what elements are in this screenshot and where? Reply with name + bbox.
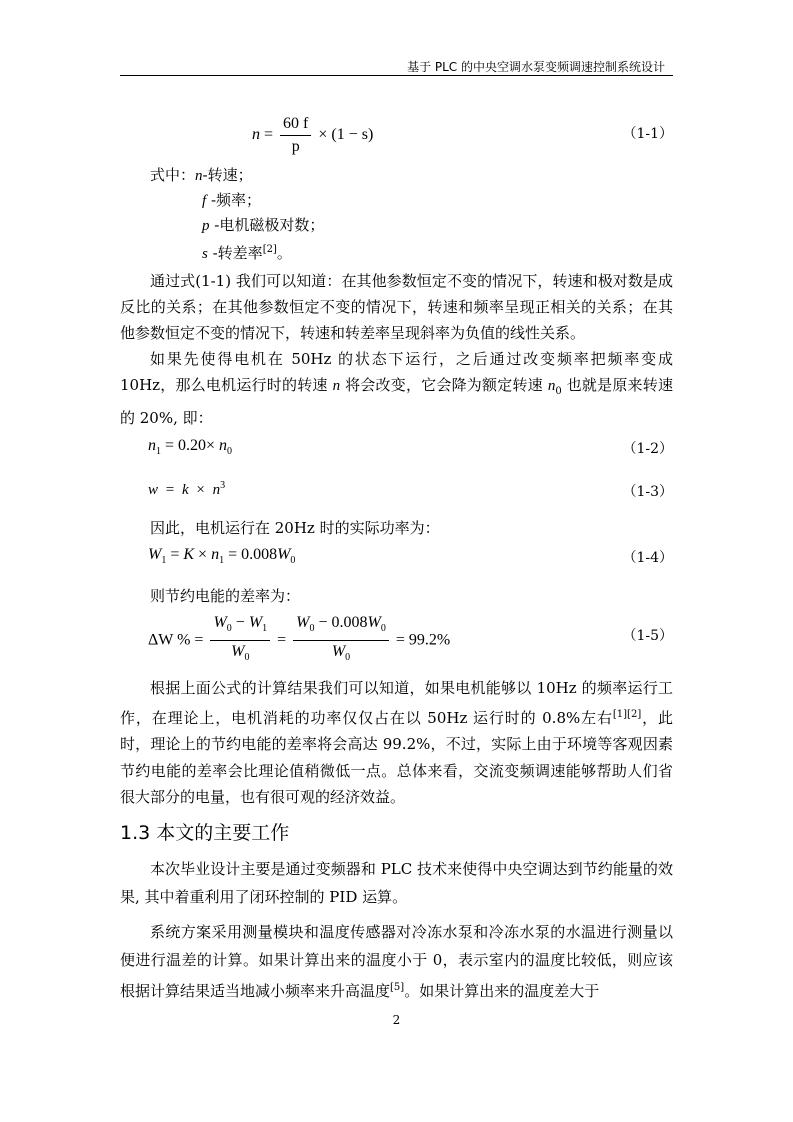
var-n-symbol: n	[195, 168, 203, 184]
eq5-f2-w0-sub: 0	[309, 623, 315, 635]
var-f-symbol: f	[202, 193, 207, 209]
var-p-symbol: p	[202, 218, 210, 234]
eq5-f2-w0b-sub: 0	[380, 623, 386, 635]
paragraph-6	[120, 855, 673, 911]
eq5-f1-den-sub: 0	[244, 652, 250, 664]
eq5-f1-den-w: W	[231, 643, 245, 661]
section-heading: 1.3 本文的主要工作	[120, 822, 290, 844]
para2-a: 如果先使得电机在 50Hz 的状态下运行，之后通过改变频率把频率变成 10Hz，那么电机运行时的转速	[120, 350, 673, 394]
eq1-lhs: n	[252, 126, 260, 144]
eq3-eq: =	[162, 482, 178, 498]
eq4-k: K	[183, 546, 195, 563]
var-s-line	[150, 238, 324, 266]
eq5-f1-minus: −	[231, 614, 249, 631]
paragraph-5	[120, 675, 673, 811]
eq5-lhs: ΔW % =	[148, 631, 204, 649]
eq5-rhs: = 99.2%	[395, 631, 451, 649]
equation-number: （1-1）	[622, 126, 673, 142]
citation: [2]	[262, 244, 277, 255]
eq1-numerator: 60 f	[280, 115, 311, 136]
eq2-sub1: 1	[156, 446, 161, 458]
eq5-f1-den	[210, 641, 270, 667]
eq2-sub2: 0	[227, 446, 233, 458]
equation-number: （1-5）	[622, 628, 673, 644]
para7-a: 系统方案采用测量模块和温度传感器对冷冻水泵和冷冻水泵的水温进行测量以便进行温差的计算。如果计算出来的温度小于 0，表示室内的温度比较低，则应该根据计算结果适当地减小频率来升高温度	[120, 923, 673, 1000]
paragraph-text	[120, 346, 673, 431]
para5-a: 根据上面公式的计算结果我们可以知道，如果电机能够以 10Hz 的频率运行工作，在理论上，电机消耗的功率仅仅占在以 50Hz 运行时的 0.8%左右	[120, 679, 673, 727]
eq1-denominator: p	[291, 138, 300, 155]
eq4-w0: W	[277, 546, 291, 563]
paragraph-text: 则节约电能的差率为：	[150, 587, 301, 605]
eq5-f2-den-w: W	[331, 643, 346, 661]
var-p-line	[150, 213, 324, 238]
paragraph-3	[120, 515, 673, 541]
eq1-rest: × (1 − s)	[318, 126, 374, 144]
eq5-f1-w1: W	[248, 614, 263, 631]
eq5-f2-num	[293, 614, 389, 641]
paragraph-2	[120, 346, 673, 431]
equation-1-3	[148, 476, 673, 506]
page-number: 2	[392, 1013, 401, 1027]
citation: [1][2]	[612, 708, 642, 720]
equation-1-1	[148, 111, 673, 155]
header-rule	[120, 75, 673, 76]
eq5-f2-w0: W	[296, 614, 310, 631]
eq2-n1: n	[148, 437, 156, 454]
para2-n: n	[332, 378, 341, 394]
eq3-n: n	[212, 482, 221, 498]
eq4-w0-sub: 0	[290, 555, 296, 567]
paragraph-7	[120, 918, 673, 1005]
eq5-f2-den	[293, 641, 389, 667]
paragraph-1	[120, 268, 673, 346]
eq2-n0: n	[219, 437, 228, 454]
paragraph-text: 本次毕业设计主要是通过变频器和 PLC 技术来使得中央空调达到节约能量的效果, 其中着重利用了闭环控制的 PID 运算。	[120, 860, 673, 906]
equation-number: （1-4）	[622, 550, 673, 566]
eq1-fraction	[280, 115, 311, 156]
equation-1-5	[148, 612, 673, 664]
equation-1-2	[148, 433, 673, 463]
eq5-eq: =	[277, 631, 287, 649]
eq3-k: k	[181, 482, 189, 498]
eq5-f2-w0b: W	[367, 614, 381, 631]
paragraph-text: 因此，电机运行在 20Hz 时的实际功率为：	[150, 519, 440, 537]
eq3-times: ×	[192, 482, 209, 498]
para7-b: 。如果计算出来的温度差大于	[404, 982, 600, 1000]
paragraph-text: 通过式(1-1) 我们可以知道：在其他参数恒定不变的情况下，转速和极对数是成反比的关系；在其他参数恒定不变的情况下，转速和频率呈现正相关的关系；在其他参数恒定不变的情况下，转速和转差率呈现斜率为负值的线性关系。	[120, 272, 673, 342]
eq4-w1-sub: 1	[161, 555, 167, 567]
var-p-desc: -电机磁极对数；	[209, 216, 325, 234]
paragraph-text	[120, 918, 673, 1005]
eq5-fraction-1	[210, 614, 270, 667]
eq4-n1: n	[211, 546, 220, 563]
var-s-end: 。	[276, 244, 292, 262]
var-f-desc: -频率；	[206, 191, 262, 209]
para2-b: 将会改变，它会降为额定转速	[340, 376, 548, 394]
citation: [5]	[390, 982, 405, 993]
var-intro: 式中：	[150, 166, 196, 184]
paragraph-text	[120, 675, 673, 811]
eq4-w1: W	[148, 546, 162, 563]
var-n-desc: -转速；	[202, 166, 253, 184]
eq5-f1-w0-sub: 0	[226, 623, 232, 635]
eq4-eq: =	[166, 546, 184, 563]
var-f-line	[150, 188, 324, 213]
var-s-symbol: s	[202, 246, 208, 262]
equation-number: （1-2）	[622, 441, 673, 457]
paragraph-4	[120, 583, 673, 609]
eq4-n1-sub: 1	[219, 555, 225, 567]
eq4-x: ×	[194, 546, 212, 563]
para2-n0: n	[547, 378, 556, 394]
var-s-desc: -转差率	[207, 244, 263, 262]
eq4-rhs: = 0.008	[224, 546, 278, 563]
eq3-w: w	[148, 482, 159, 498]
running-header: 基于 PLC 的中央空调水泵变频调速控制系统设计	[407, 60, 665, 74]
eq2-mid: = 0.20×	[161, 437, 220, 454]
para2-c: 也就是原来转速的 20%, 即：	[120, 376, 673, 427]
eq5-f2-den-sub: 0	[345, 652, 351, 664]
eq5-f1-w1-sub: 1	[262, 623, 268, 635]
equation-number: （1-3）	[622, 484, 673, 500]
eq5-f2-mid: − 0.008	[314, 614, 368, 631]
equation-1-4	[148, 542, 673, 572]
para5-b: ，此时，理论上的节约电能的差率将会高达 99.2%，不过，实际上由于环境等客观因素节约电能的差率会比理论值稍微低一点。总体来看，交流变频调速能够帮助人们省很大部分的电量，也有很可观的经济效益。	[120, 708, 673, 806]
eq5-fraction-2	[293, 614, 389, 667]
eq5-f1-num	[210, 614, 270, 641]
variable-definitions	[150, 163, 324, 266]
var-n-line	[150, 163, 324, 188]
eq5-f1-w0: W	[213, 614, 227, 631]
para2-n0-sub: 0	[555, 386, 562, 397]
eq3-sup: 3	[220, 480, 226, 491]
eq1-equals: =	[264, 126, 274, 144]
